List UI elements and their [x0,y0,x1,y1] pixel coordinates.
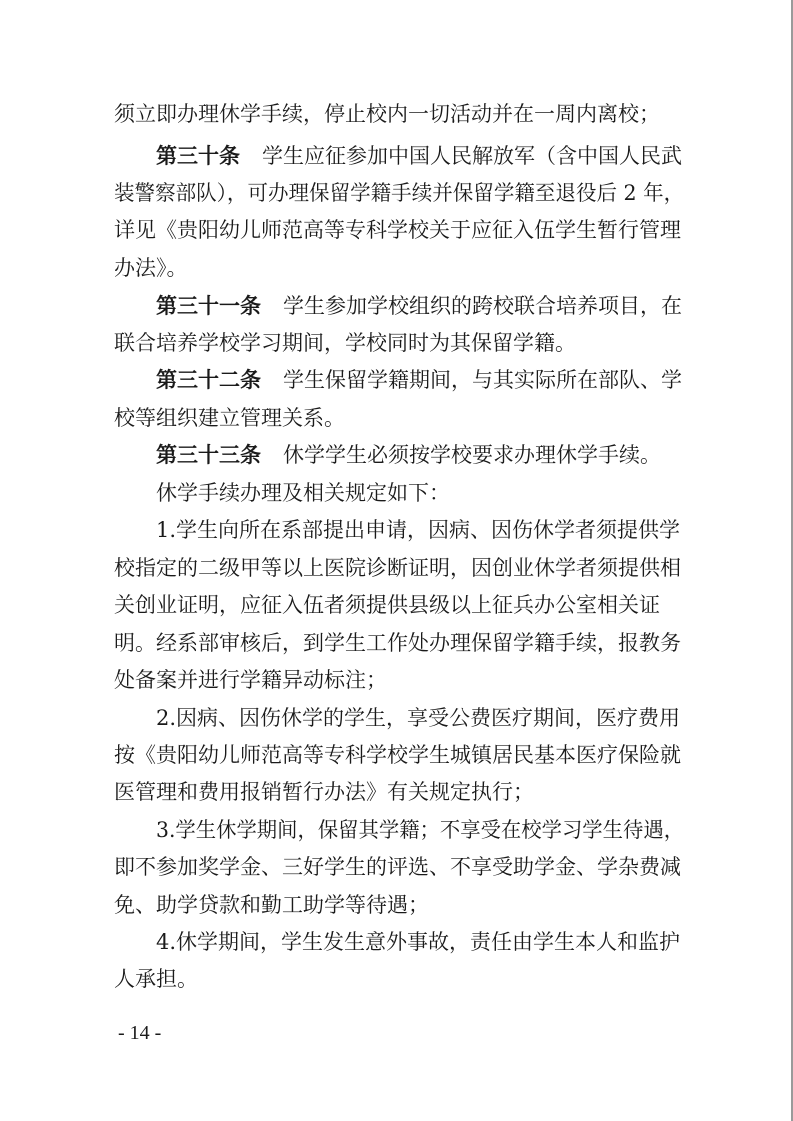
text-line [114,595,660,616]
line-text: 学生保留学籍期间，与其实际所在部队、学 [283,368,682,392]
line-text: 校等组织建立管理关系。 [114,406,345,430]
line-text: 医管理和费用报销暂行办法》有关规定执行； [114,780,534,804]
line-text: 关创业证明，应征入伍者须提供县级以上征兵办公室相关证 [114,593,660,617]
line-text: 4.休学期间，学生发生意外事故，责任由学生本人和监护 [156,930,681,954]
text-line [114,782,534,803]
text-line [114,969,198,990]
article-heading: 第三十一条 [156,294,261,318]
article-heading: 第三十条 [156,144,240,168]
line-text: 须立即办理休学手续，停止校内一切活动并在一周内离校； [114,102,660,126]
text-line [114,408,345,429]
list-item-4-line [156,932,680,953]
text-line [114,745,681,766]
text-line [156,483,450,504]
line-text: 联合培养学校学习期间，学校同时为其保留学籍。 [114,331,576,355]
article-heading: 第三十二条 [156,368,261,392]
article-32-line [156,370,682,391]
line-text: 学生参加学校组织的跨校联合培养项目，在 [283,294,682,318]
line-text: 详见《贵阳幼儿师范高等专科学校关于应征入伍学生暂行管理 [114,218,681,242]
article-33-line [156,445,661,466]
article-31-line [156,296,682,317]
text-line [114,633,681,654]
line-text: 校指定的二级甲等以上医院诊断证明，因创业休学者须提供相 [114,556,681,580]
line-text: 人承担。 [114,967,198,991]
line-text: 1.学生向所在系部提出申请，因病、因伤休学者须提供学 [156,518,681,542]
text-line [114,895,429,916]
line-text: 3.学生休学期间，保留其学籍；不享受在校学习学生待遇， [156,818,685,842]
line-text: 休学学生必须按学校要求办理休学手续。 [283,443,661,467]
line-text: 2.因病、因伤休学的学生，享受公费医疗期间，医疗费用 [156,706,681,730]
page-number: - 14 - [118,1022,162,1044]
line-text: 装警察部队），可办理保留学籍手续并保留学籍至退役后 2 年， [114,181,685,205]
article-heading: 第三十三条 [156,443,261,467]
text-line [114,333,576,354]
text-line [114,104,660,125]
list-item-3-line [156,820,684,841]
line-text: 学生应征参加中国人民解放军（含中国人民武 [262,144,682,168]
text-line [114,220,681,241]
text-line [114,558,681,579]
text-line [114,857,681,878]
list-item-2-line [156,708,680,729]
line-text: 按《贵阳幼儿师范高等专科学校学生城镇居民基本医疗保险就 [114,743,681,767]
article-30-line [156,146,682,167]
line-text: 处备案并进行学籍异动标注； [114,668,387,692]
line-text: 明。经系部审核后，到学生工作处办理保留学籍手续，报教务 [114,631,681,655]
text-line [114,183,684,204]
line-text: 办法》。 [114,256,188,280]
line-text: 免、助学贷款和勤工助学等待遇； [114,893,429,917]
text-line [114,670,387,691]
text-line [114,258,188,279]
list-item-1-line [156,520,680,541]
line-text: 即不参加奖学金、三好学生的评选、不享受助学金、学杂费减 [114,855,681,879]
line-text: 休学手续办理及相关规定如下： [156,481,450,505]
